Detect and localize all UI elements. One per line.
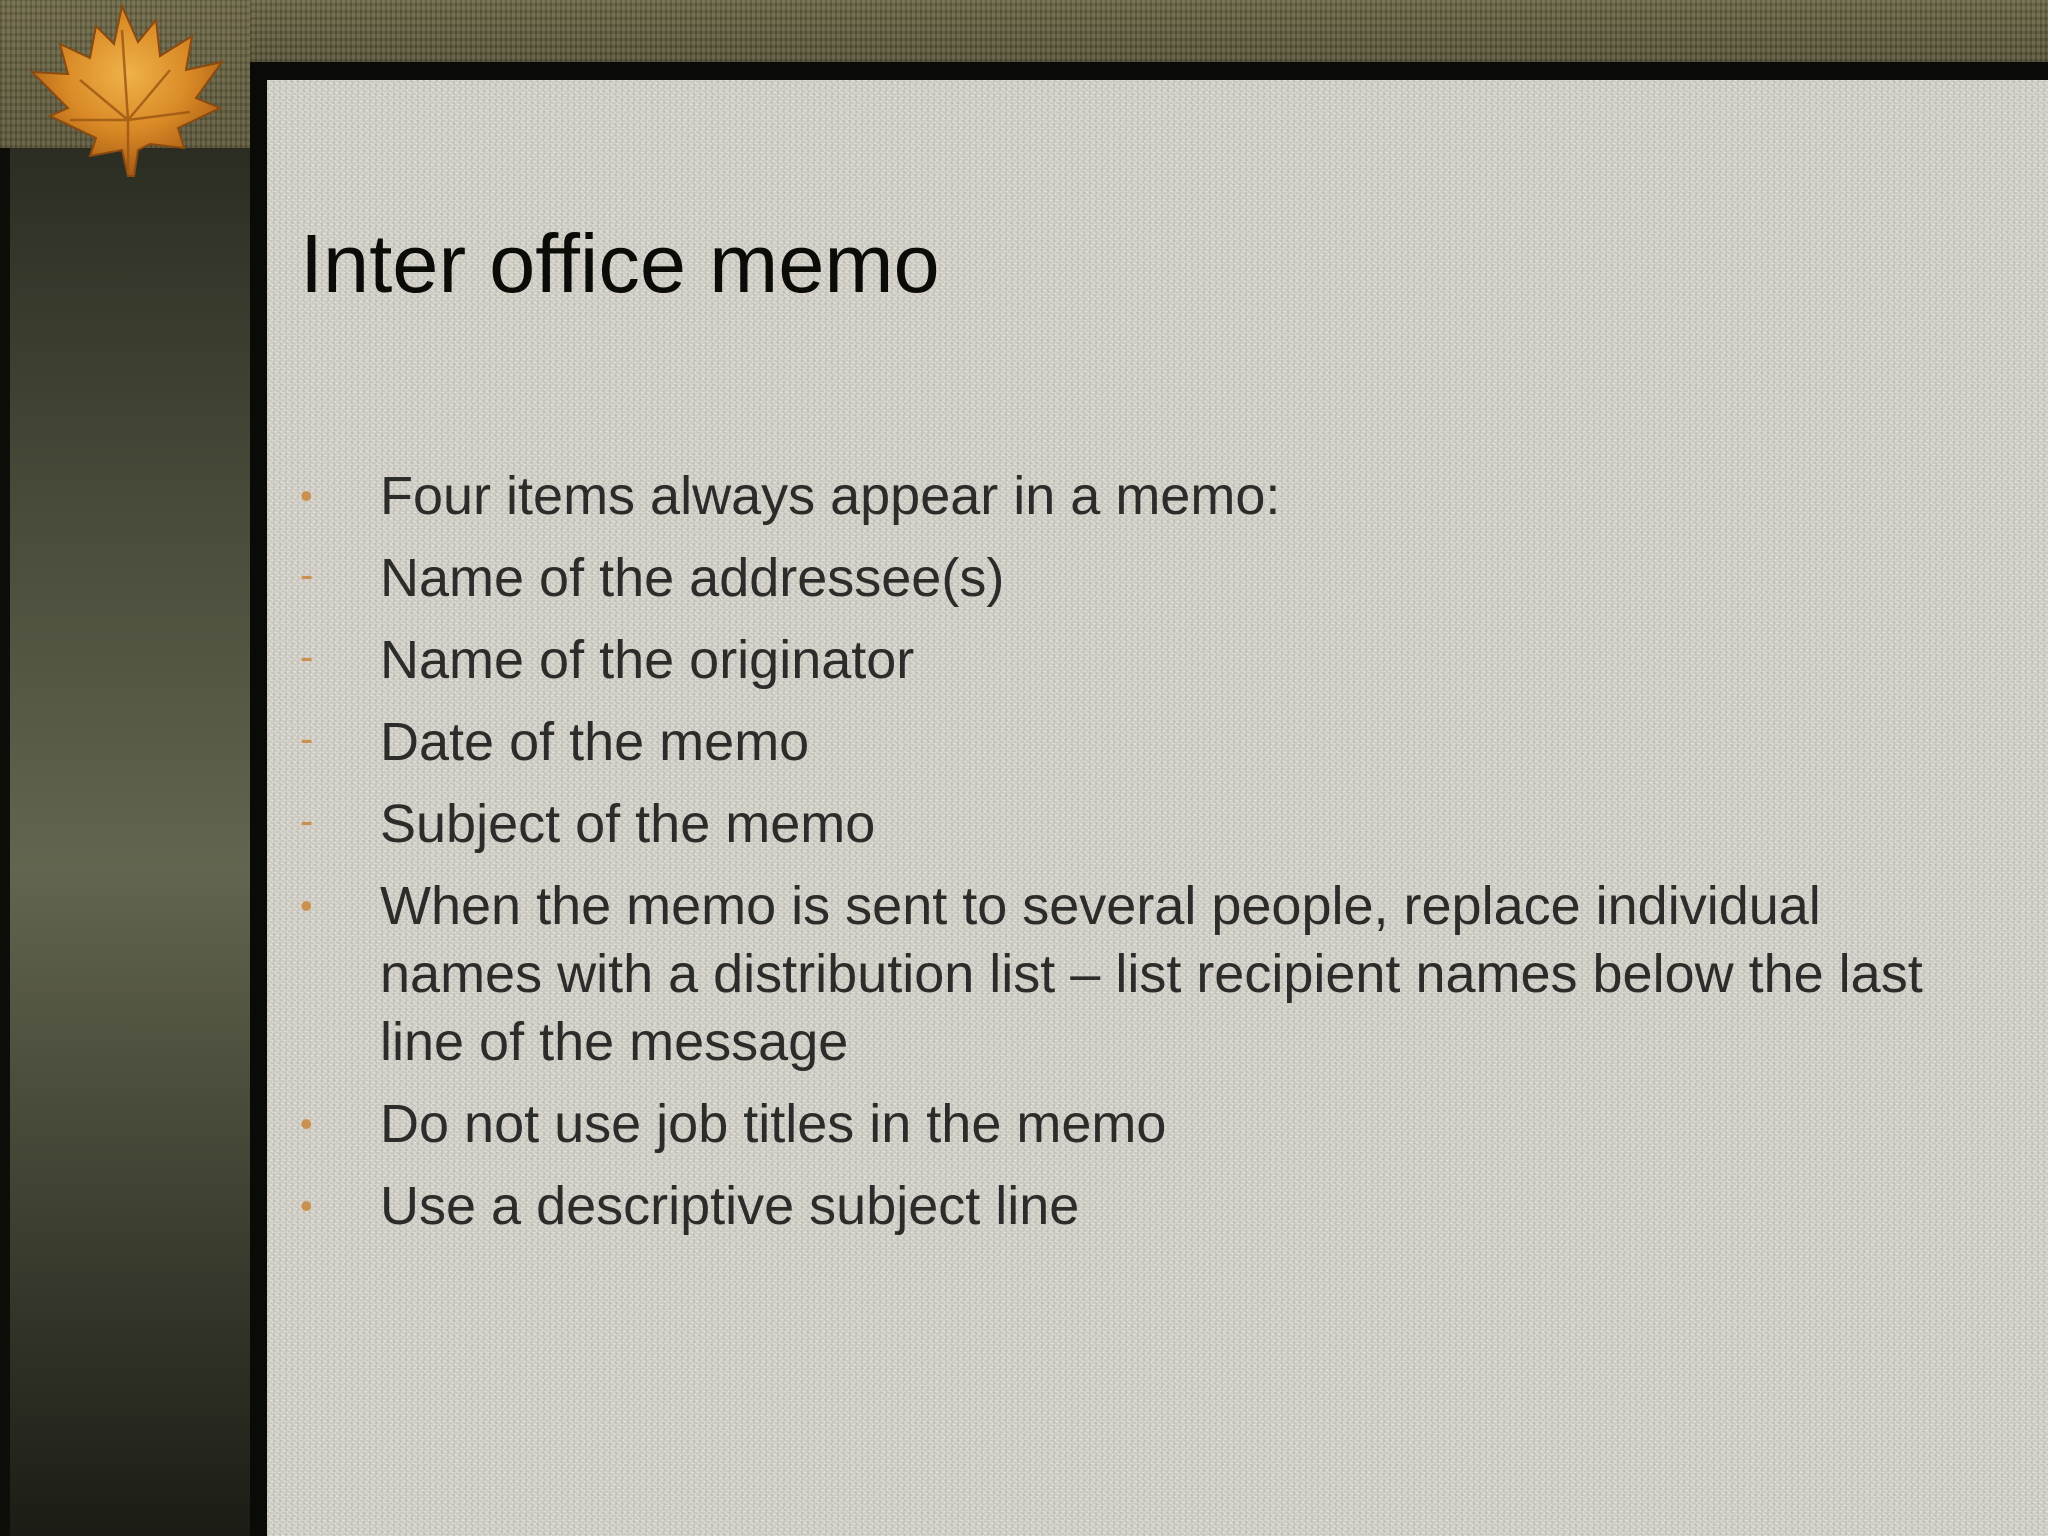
bullet-dash-icon: - bbox=[300, 717, 314, 761]
list-item-text: Do not use job titles in the memo bbox=[380, 1094, 1167, 1154]
panel-frame-left bbox=[250, 62, 267, 1536]
bullet-dot-icon: • bbox=[300, 1103, 313, 1144]
list-item-text: Subject of the memo bbox=[380, 794, 876, 854]
slide-title: Inter office memo bbox=[300, 217, 940, 310]
list-item-text: Date of the memo bbox=[380, 712, 810, 772]
left-gradient-column bbox=[10, 148, 250, 1536]
bullet-dash-icon: - bbox=[300, 553, 314, 597]
list-item-text: Use a descriptive subject line bbox=[380, 1176, 1080, 1236]
bullet-list bbox=[300, 462, 1940, 1254]
list-item bbox=[300, 1090, 1940, 1158]
list-item-text: Name of the addressee(s) bbox=[380, 548, 1005, 608]
list-item bbox=[300, 708, 1940, 776]
maple-leaf-icon bbox=[10, 0, 240, 180]
panel-frame-top bbox=[250, 62, 2048, 80]
list-item bbox=[300, 790, 1940, 858]
list-item bbox=[300, 872, 1940, 1076]
list-item-text: Four items always appear in a memo: bbox=[380, 466, 1281, 526]
top-texture-band bbox=[0, 0, 2048, 62]
bullet-dot-icon: • bbox=[300, 885, 313, 926]
bullet-dot-icon: • bbox=[300, 475, 313, 516]
left-edge-strip bbox=[0, 148, 10, 1536]
bullet-dash-icon: - bbox=[300, 635, 314, 679]
list-item-text: Name of the originator bbox=[380, 630, 915, 690]
bullet-dot-icon: • bbox=[300, 1185, 313, 1226]
list-item bbox=[300, 462, 1940, 530]
list-item-text: When the memo is sent to several people, replace individual names with a distribution list – list recipient names below the last line of the message bbox=[380, 876, 1923, 1072]
list-item bbox=[300, 626, 1940, 694]
list-item bbox=[300, 1172, 1940, 1240]
list-item bbox=[300, 544, 1940, 612]
bullet-dash-icon: - bbox=[300, 799, 314, 843]
